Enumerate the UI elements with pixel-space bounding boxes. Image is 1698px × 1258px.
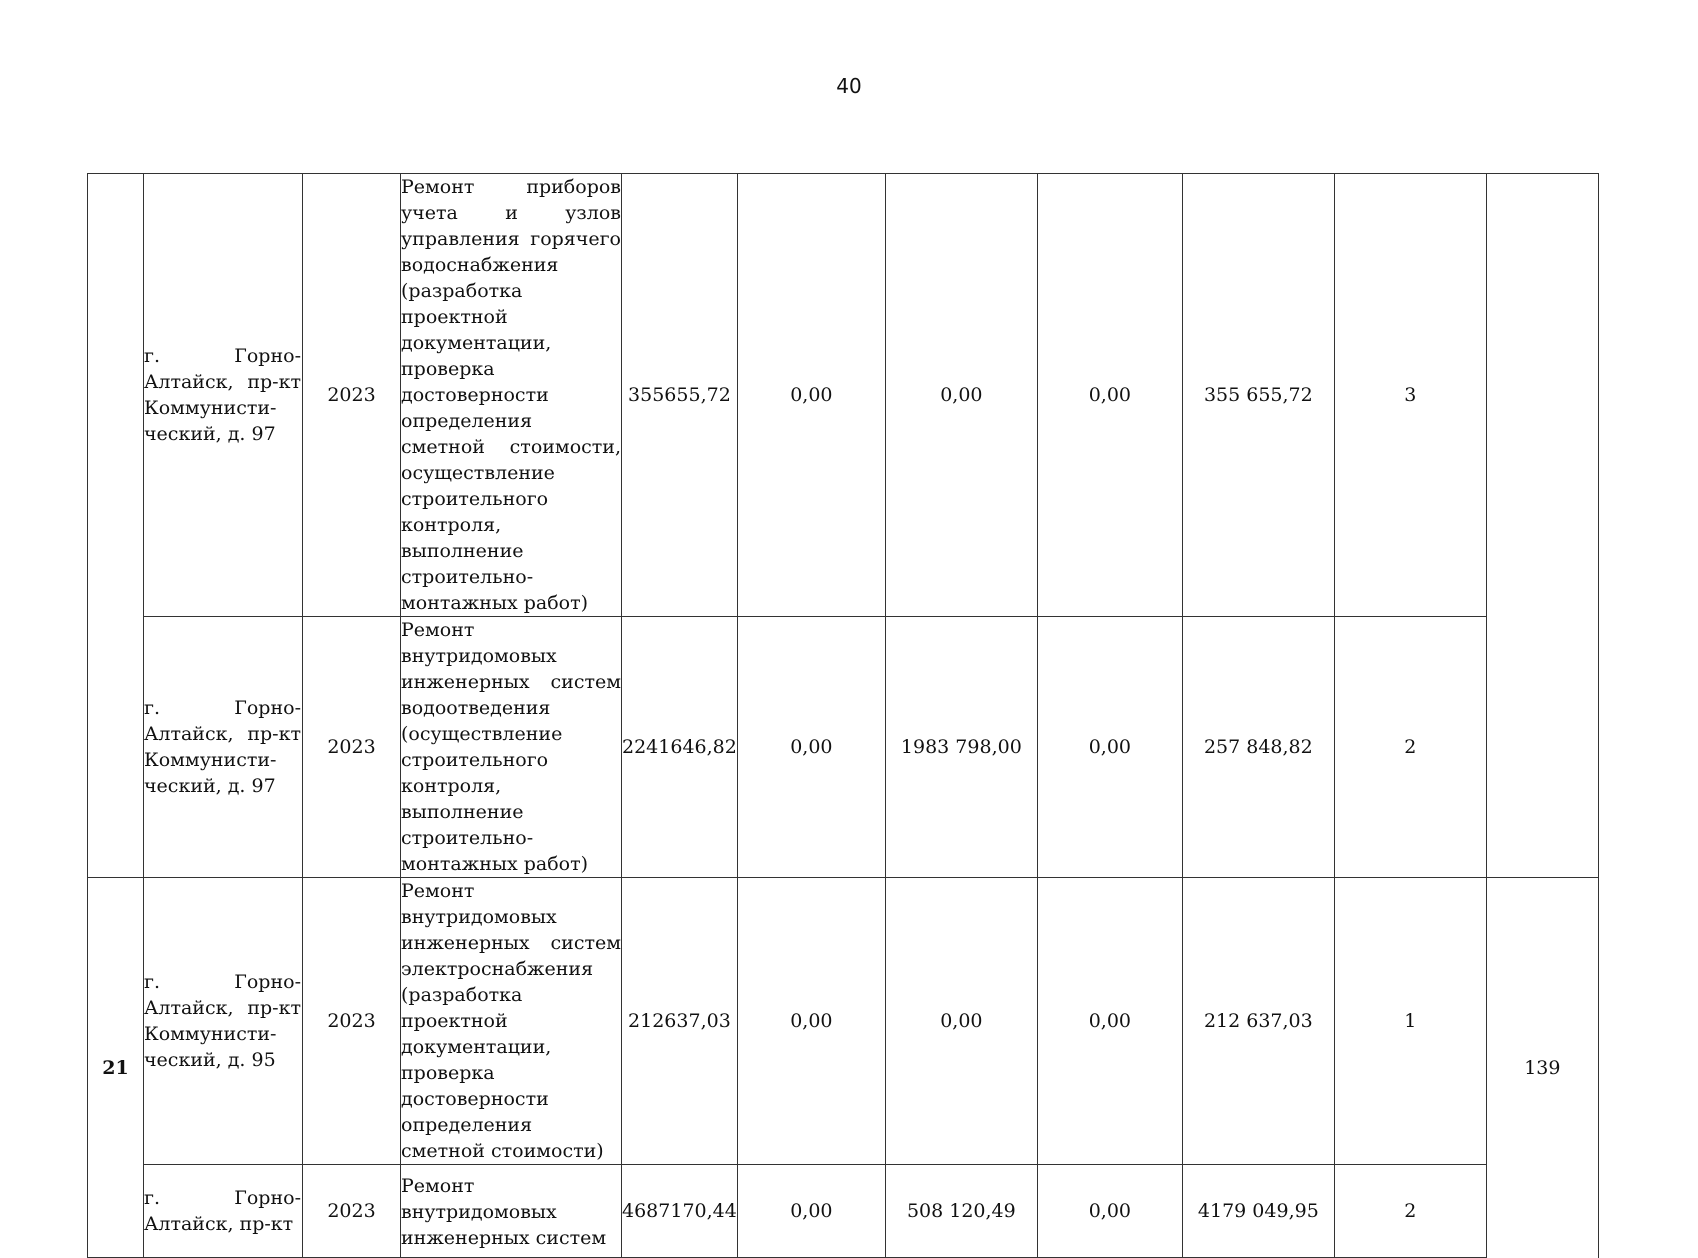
- priority-cell: 2: [1334, 1165, 1486, 1258]
- local-budget-cell: 0,00: [1037, 878, 1182, 1165]
- total-cost-cell: 355655,72: [622, 174, 738, 617]
- priority-cell: 3: [1334, 174, 1486, 617]
- page-number: 40: [836, 74, 862, 98]
- table-row: [88, 878, 1599, 1165]
- fund-cell: 0,00: [737, 174, 885, 617]
- local-budget-cell: 0,00: [1037, 1165, 1182, 1258]
- owners-funds-cell: 4179 049,95: [1182, 1165, 1334, 1258]
- total-cost-cell: 4687170,44: [622, 1165, 738, 1258]
- fund-cell: 0,00: [737, 617, 885, 878]
- work-type-cell: Ремонт внутридомовых инженерных систем водоотведения (осуществление строительного контроля, выполнение строительно-монтажных работ): [401, 617, 622, 878]
- owners-funds-cell: 257 848,82: [1182, 617, 1334, 878]
- address-cell: г. Горно-Алтайск, пр-кт Коммунисти-ческий, д. 97: [144, 174, 303, 617]
- address-cell: г. Горно-Алтайск, пр-кт: [144, 1165, 303, 1258]
- local-budget-cell: 0,00: [1037, 174, 1182, 617]
- year-cell: 2023: [303, 1165, 401, 1258]
- address-cell: г. Горно-Алтайск, пр-кт Коммунисти-ческий, д. 95: [144, 878, 303, 1165]
- group-index-cell: 21: [88, 878, 144, 1258]
- budget-cell: 1983 798,00: [885, 617, 1037, 878]
- priority-cell: 1: [1334, 878, 1486, 1165]
- table-row: [88, 1165, 1599, 1258]
- owners-funds-cell: 212 637,03: [1182, 878, 1334, 1165]
- budget-cell: 0,00: [885, 174, 1037, 617]
- fund-cell: 0,00: [737, 878, 885, 1165]
- year-cell: 2023: [303, 617, 401, 878]
- table-row: [88, 174, 1599, 617]
- work-type-cell: Ремонт внутридомовых инженерных систем: [401, 1165, 622, 1258]
- group-index-cell: [88, 174, 144, 878]
- capital-repair-table: [87, 173, 1599, 1258]
- local-budget-cell: 0,00: [1037, 617, 1182, 878]
- budget-cell: 0,00: [885, 878, 1037, 1165]
- group-value-cell: 139: [1486, 878, 1598, 1258]
- group-value-cell: [1486, 174, 1598, 878]
- total-cost-cell: 2241646,82: [622, 617, 738, 878]
- budget-cell: 508 120,49: [885, 1165, 1037, 1258]
- table-row: [88, 617, 1599, 878]
- work-type-cell: Ремонт приборов учета и узлов управления горячего водоснабжения (разработка проектной документации, проверка достоверности определения сметной стоимости, осуществление строительного контроля, выполнение строительно-монтажных работ): [401, 174, 622, 617]
- fund-cell: 0,00: [737, 1165, 885, 1258]
- priority-cell: 2: [1334, 617, 1486, 878]
- work-type-cell: Ремонт внутридомовых инженерных систем электроснабжения (разработка проектной документации, проверка достоверности определения сметной стоимости): [401, 878, 622, 1165]
- address-cell: г. Горно-Алтайск, пр-кт Коммунисти-ческий, д. 97: [144, 617, 303, 878]
- year-cell: 2023: [303, 174, 401, 617]
- total-cost-cell: 212637,03: [622, 878, 738, 1165]
- year-cell: 2023: [303, 878, 401, 1165]
- owners-funds-cell: 355 655,72: [1182, 174, 1334, 617]
